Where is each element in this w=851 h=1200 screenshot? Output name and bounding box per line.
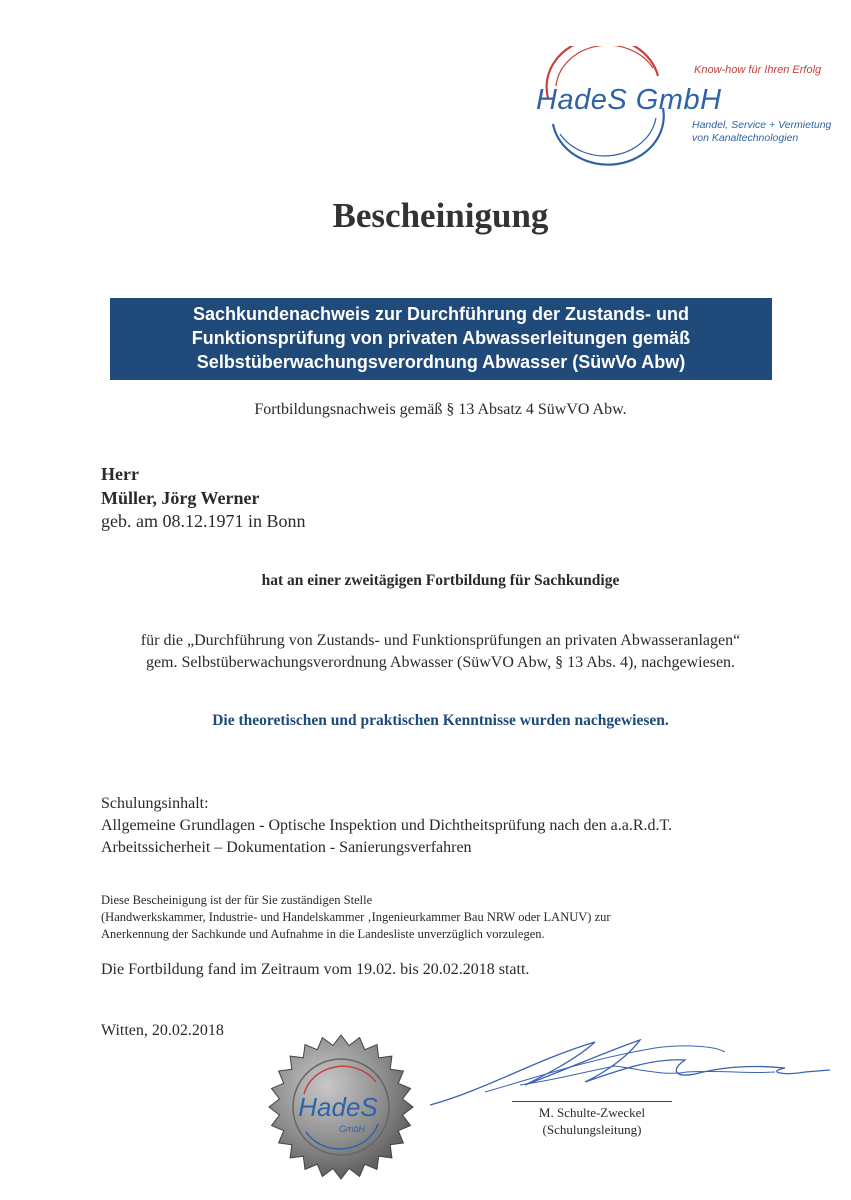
logo-subline-2: von Kanaltechnologien xyxy=(692,132,799,144)
notice-line: (Handwerkskammer, Industrie- und Handelskammer ‚Ingenieurkammer Bau NRW oder LANUV) zur xyxy=(101,910,611,924)
banner-line: Selbstüberwachungsverordnung Abwasser (SüwVo Abw) xyxy=(196,352,686,372)
logo-tagline: Know-how für Ihren Erfolg xyxy=(694,64,822,76)
contents-heading: Schulungsinhalt: xyxy=(101,795,209,812)
signatory-role: (Schulungsleitung) xyxy=(542,1122,642,1137)
signature-icon xyxy=(425,1030,845,1110)
birth-info: geb. am 08.12.1971 in Bonn xyxy=(101,511,306,531)
seal-icon xyxy=(266,1032,416,1182)
place-date: Witten, 20.02.2018 xyxy=(101,1022,224,1039)
seal-text: HadeS xyxy=(298,1092,378,1122)
signature xyxy=(425,1030,845,1110)
salutation: Herr xyxy=(101,464,139,484)
document-title: Bescheinigung xyxy=(332,196,549,235)
signatory-name: M. Schulte-Zweckel xyxy=(538,1105,646,1120)
contents-line: Arbeitssicherheit – Dokumentation - Sanierungsverfahren xyxy=(101,839,472,856)
contents-line: Allgemeine Grundlagen - Optische Inspektion und Dichtheitsprüfung nach den a.a.R.d.T. xyxy=(101,817,673,834)
logo-subline-1: Handel, Service + Vermietung xyxy=(692,119,832,131)
company-logo xyxy=(528,46,848,166)
logo-company-name: HadeS GmbH xyxy=(536,84,722,116)
title-banner xyxy=(110,298,772,380)
logo-subline xyxy=(692,119,831,145)
notice xyxy=(101,892,611,943)
seal-subtext: GmbH xyxy=(338,1124,366,1134)
training-contents xyxy=(101,793,672,859)
statement: hat an einer zweitägigen Fortbildung für Sachkundige xyxy=(261,572,620,589)
notice-line: Anerkennung der Sachkunde und Aufnahme in die Landesliste unverzüglich vorzulegen. xyxy=(101,927,545,941)
subtitle: Fortbildungsnachweis gemäß § 13 Absatz 4 SüwVO Abw. xyxy=(254,401,627,418)
signatory xyxy=(472,1104,712,1138)
signature-line xyxy=(512,1101,672,1102)
knowledge-confirmation: Die theoretischen und praktischen Kenntnisse wurden nachgewiesen. xyxy=(212,712,669,729)
description xyxy=(0,630,851,674)
training-period: Die Fortbildung fand im Zeitraum vom 19.02. bis 20.02.2018 statt. xyxy=(101,961,530,978)
banner-line: Sachkundenachweis zur Durchführung der Zustands- und xyxy=(192,304,690,324)
description-line: für die „Durchführung von Zustands- und Funktionsprüfungen an privaten Abwasseranlagen“ xyxy=(140,632,741,649)
notice-line: Diese Bescheinigung ist der für Sie zuständigen Stelle xyxy=(101,893,373,907)
company-seal xyxy=(266,1032,416,1182)
banner-line: Funktionsprüfung von privaten Abwasserleitungen gemäß xyxy=(191,328,691,348)
description-line: gem. Selbstüberwachungsverordnung Abwasser (SüwVO Abw, § 13 Abs. 4), nachgewiesen. xyxy=(145,654,736,671)
recipient-name: Müller, Jörg Werner xyxy=(101,488,260,508)
